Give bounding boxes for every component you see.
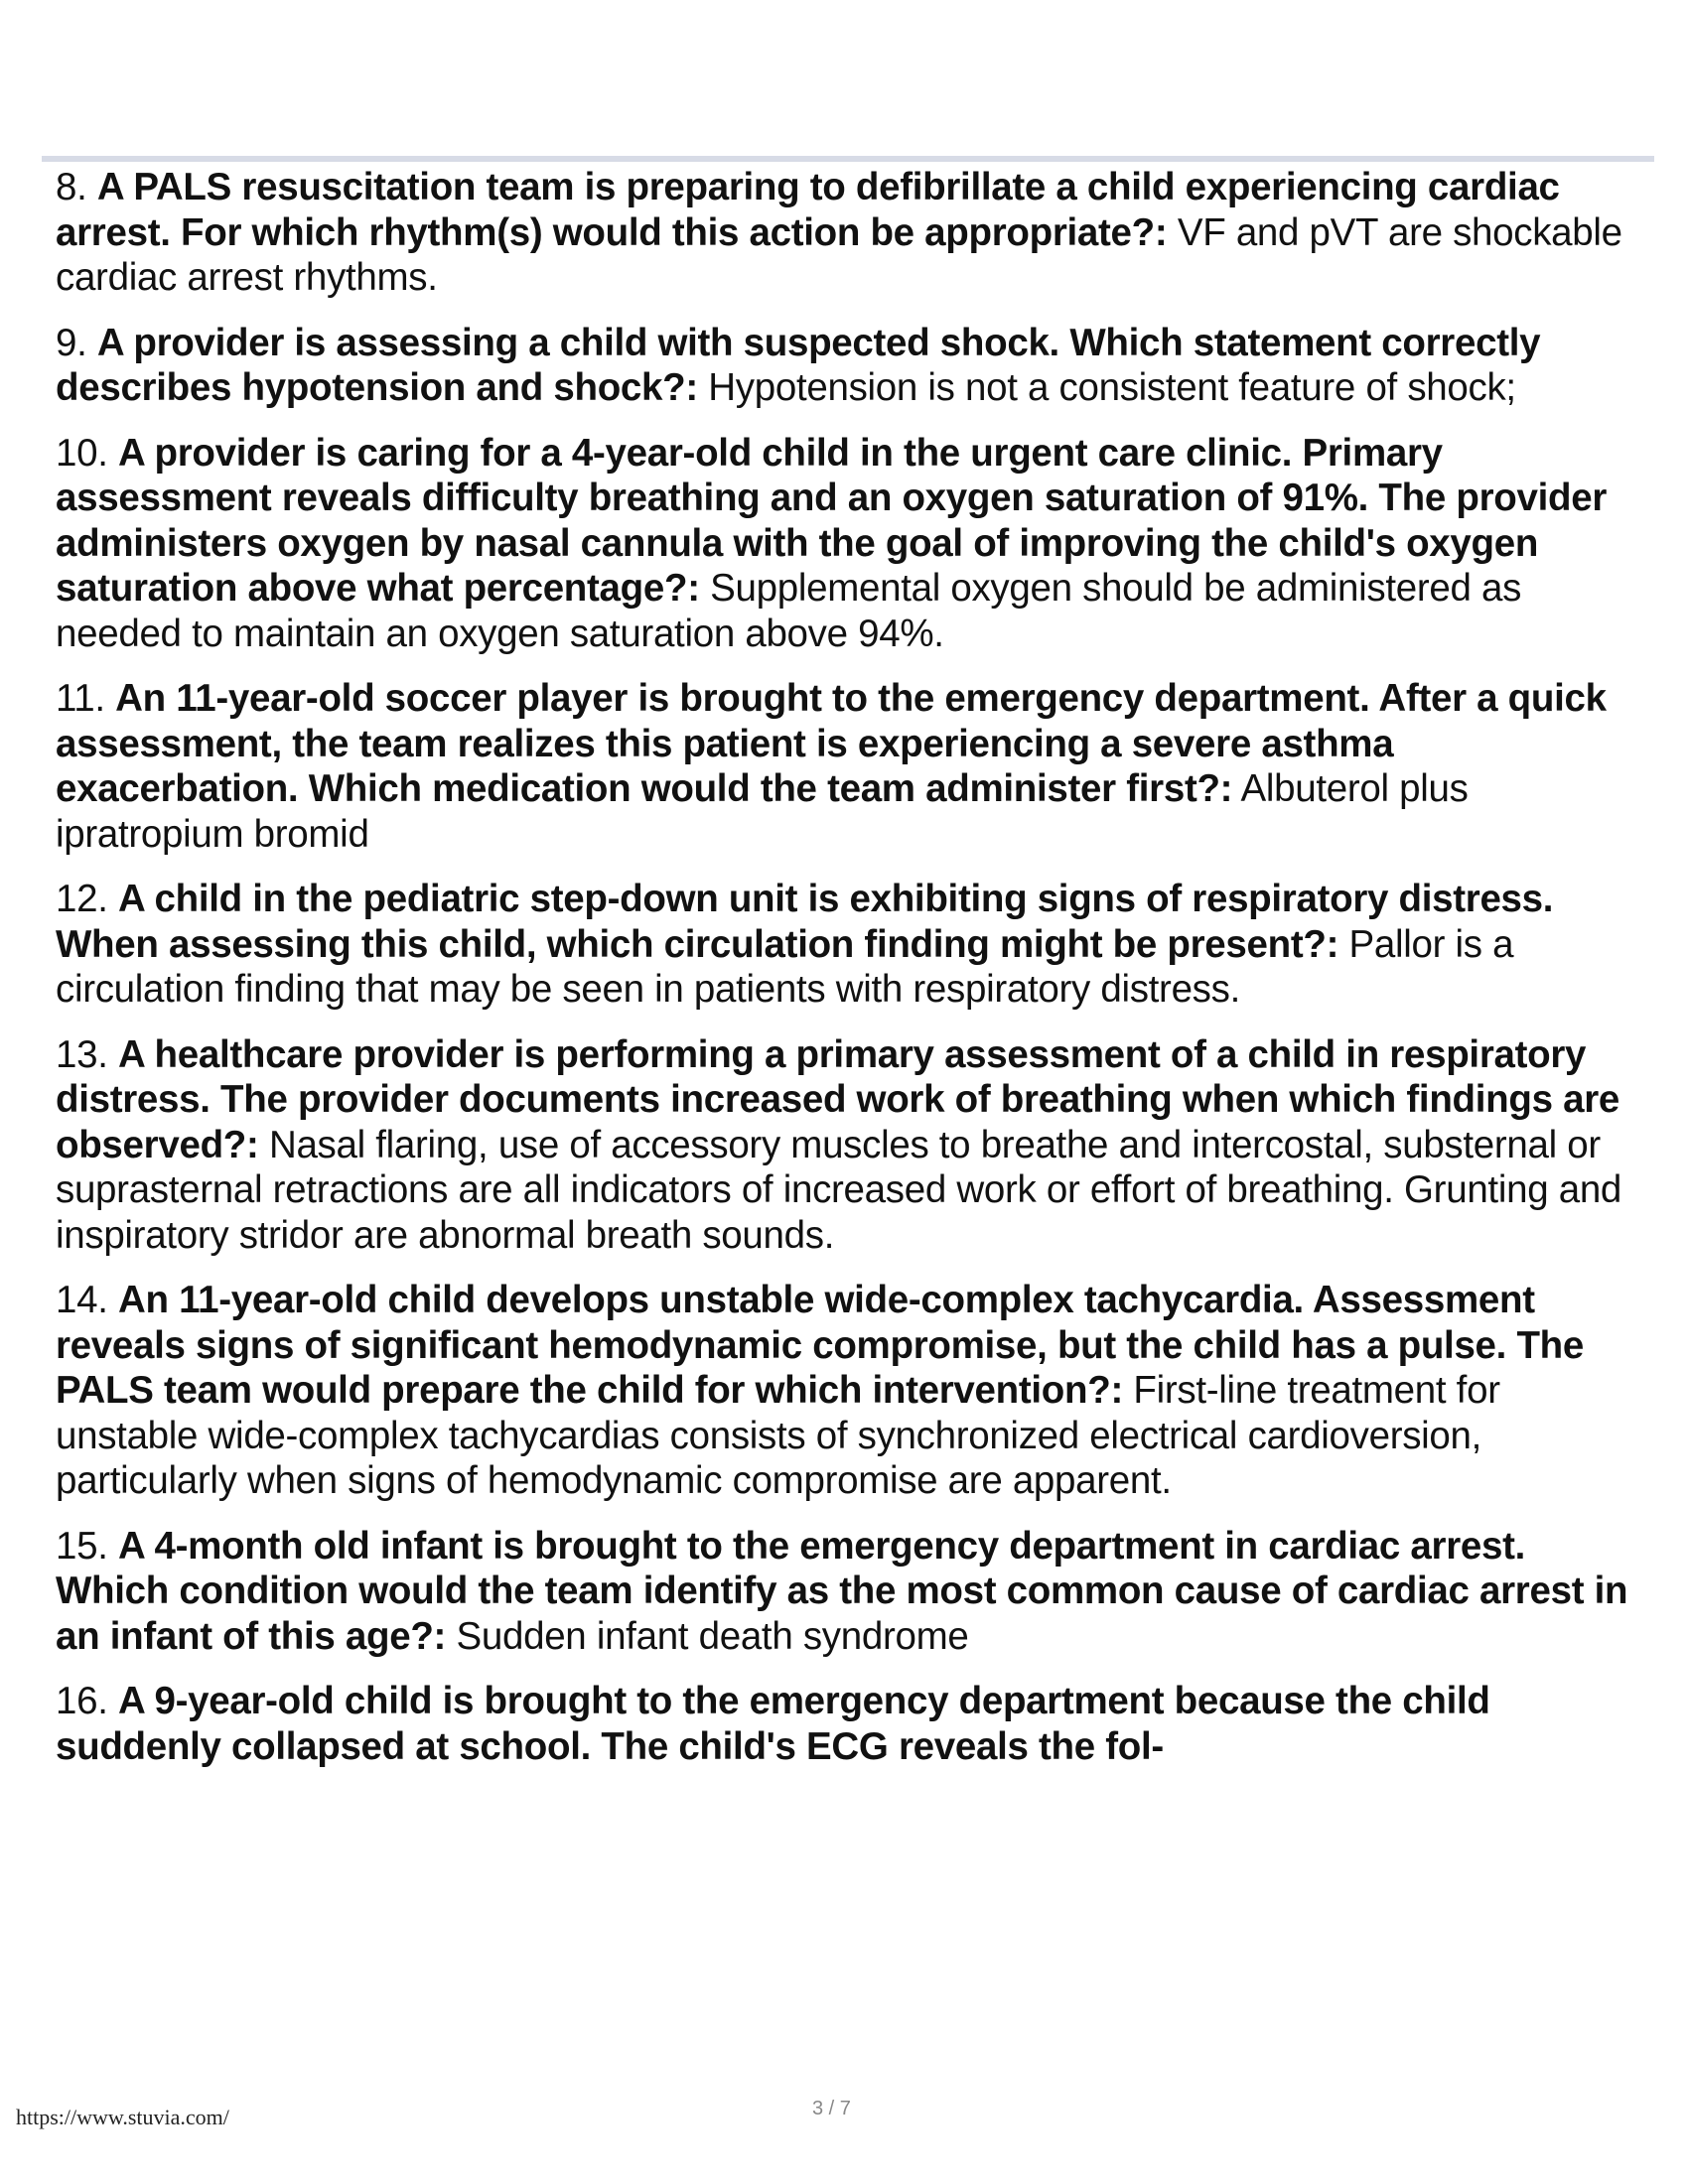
question-text: An 11-year-old child develops unstable wide-complex tachycardia. Assessment reveals signs of significant hemodynamic compromise, but the child has a pulse. The PALS team would prepare the child for which intervention?:	[56, 1279, 1585, 1412]
qa-list	[56, 165, 1644, 1789]
item-number: 8.	[56, 166, 87, 208]
qa-item	[56, 676, 1644, 857]
question-text: A 4-month old infant is brought to the emergency department in cardiac arrest. Which condition would the team identify as the most common cause of cardiac arrest in an infant of this age?:	[56, 1524, 1628, 1658]
answer-text: Pallor is a circulation finding that may be seen in patients with respiratory distress.	[56, 922, 1514, 1011]
footer-url[interactable]: https://www.stuvia.com/	[16, 2105, 229, 2129]
question-text: A PALS resuscitation team is preparing to defibrillate a child experiencing cardiac arrest. For which rhythm(s) would this action be appropriate?:	[56, 166, 1560, 254]
qa-item	[56, 165, 1644, 301]
answer-text: Hypotension is not a consistent feature of shock;	[708, 366, 1516, 409]
question-text: A healthcare provider is performing a primary assessment of a child in respiratory distress. The provider documents increased work of breathing when which findings are observed?:	[56, 1032, 1620, 1166]
item-number: 11.	[56, 677, 105, 720]
item-number: 12.	[56, 878, 108, 920]
qa-item	[56, 431, 1644, 657]
qa-item	[56, 1278, 1644, 1504]
qa-item	[56, 1032, 1644, 1259]
item-number: 10.	[56, 431, 108, 475]
item-number: 13.	[56, 1032, 108, 1076]
qa-item	[56, 321, 1644, 411]
answer-text: Nasal flaring, use of accessory muscles to breathe and intercostal, substernal or suprasternal retractions are all indicators of increased work or effort of breathing. Grunting and inspiratory stridor are abnormal breath sounds.	[56, 1123, 1622, 1257]
qa-item	[56, 1524, 1644, 1660]
item-number: 9.	[56, 321, 87, 364]
question-text: A child in the pediatric step-down unit is exhibiting signs of respiratory distress. When assessing this child, which circulation finding might be present?:	[56, 878, 1554, 966]
answer-text: Sudden infant death syndrome	[456, 1614, 969, 1658]
question-text: A 9-year-old child is brought to the emergency department because the child suddenly collapsed at school. The child's ECG reveals the fol-	[56, 1680, 1490, 1768]
page-number: 3 / 7	[812, 2098, 851, 2119]
question-text: An 11-year-old soccer player is brought to the emergency department. After a quick assessment, the team realizes this patient is experiencing a severe asthma exacerbation. Which medication would the team administer first?:	[56, 677, 1607, 810]
answer-text: Albuterol plus ipratropium bromid	[56, 767, 1469, 856]
qa-item	[56, 1679, 1644, 1769]
qa-item	[56, 877, 1644, 1013]
question-text: A provider is caring for a 4-year-old child in the urgent care clinic. Primary assessment reveals difficulty breathing and an oxygen saturation of 91%. The provider administers oxygen by nasal cannula with the goal of improving the child's oxygen saturation above what percentage?:	[56, 431, 1608, 610]
item-number: 16.	[56, 1680, 108, 1722]
answer-text: First-line treatment for unstable wide-complex tachycardias consists of synchronized electrical cardioversion, particularly when signs of hemodynamic compromise are apparent.	[56, 1369, 1500, 1502]
answer-text: Supplemental oxygen should be administered as needed to maintain an oxygen saturation above 94%.	[56, 567, 1522, 655]
item-number: 14.	[56, 1279, 108, 1321]
item-number: 15.	[56, 1524, 108, 1568]
question-text: A provider is assessing a child with suspected shock. Which statement correctly describes hypotension and shock?:	[56, 321, 1541, 409]
answer-text: VF and pVT are shockable cardiac arrest rhythms.	[56, 210, 1622, 299]
header-divider	[42, 156, 1654, 162]
